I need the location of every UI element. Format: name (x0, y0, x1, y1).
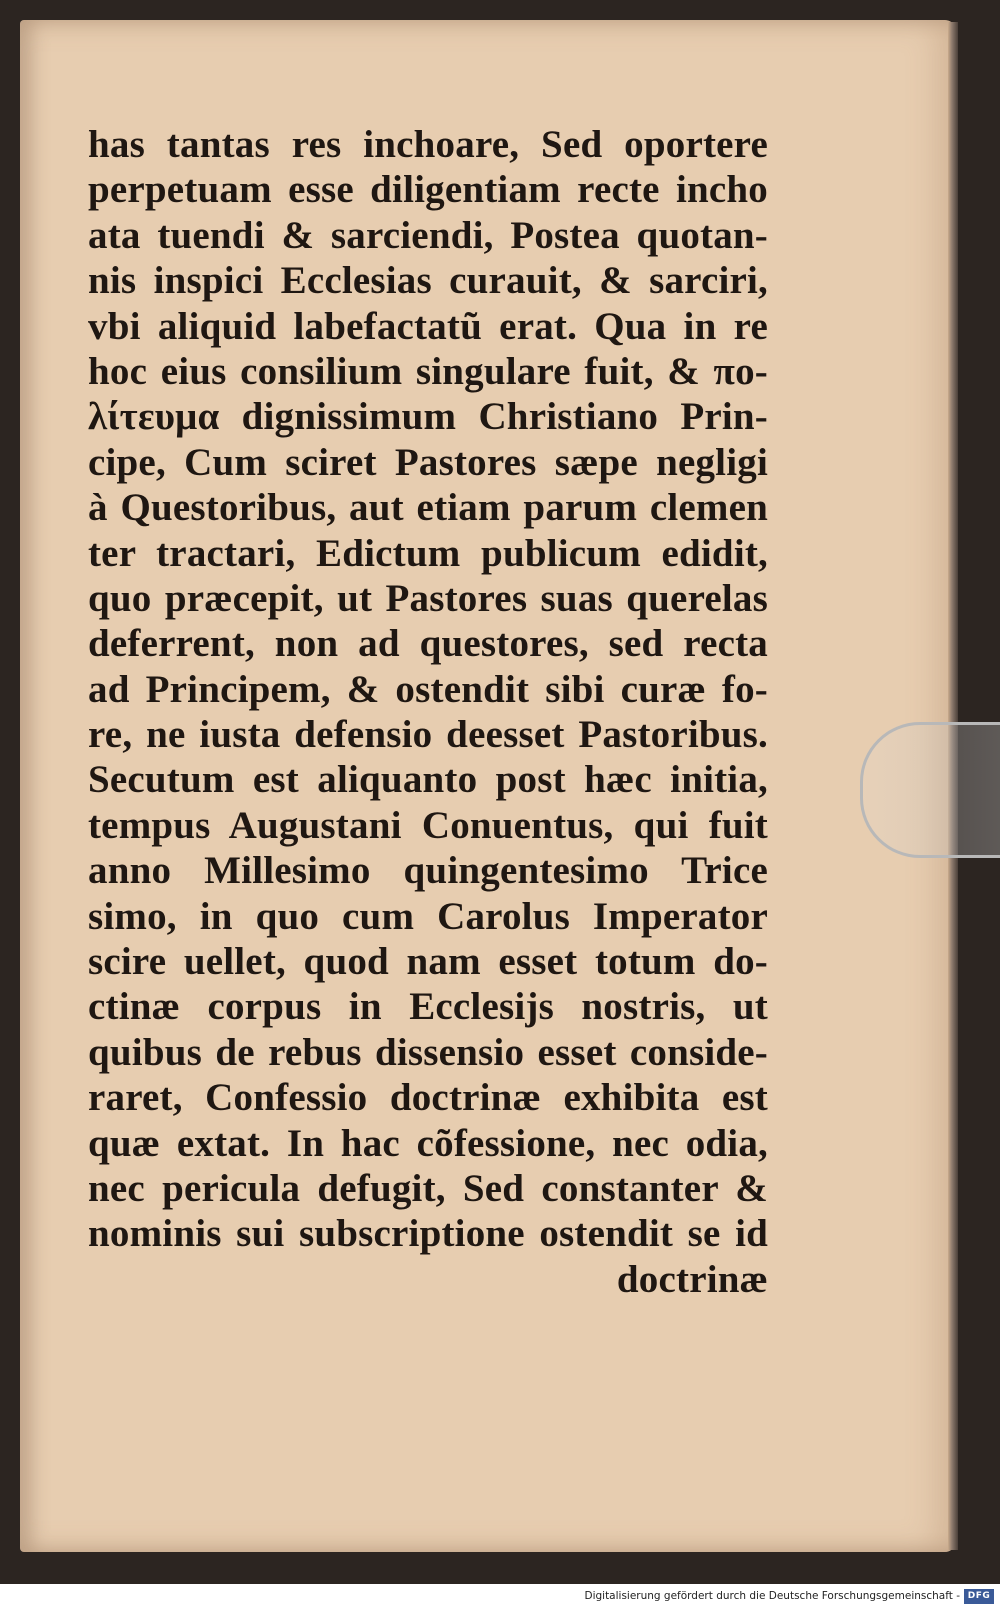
text-line: perpetuam esse diligentiam recte incho (88, 168, 768, 212)
text-line: vbi aliquid labefactatũ erat. Qua in re (88, 304, 768, 348)
text-line: hoc eius consilium singulare fuit, & πο- (88, 349, 768, 393)
dfg-logo-icon: DFG (964, 1589, 994, 1604)
text-line: λίτευμα dignissimum Christiano Prin- (88, 395, 768, 439)
text-line: cipe, Cum sciret Pastores sæpe negligi (88, 440, 768, 484)
text-line: has tantas res inchoare, Sed oportere (88, 123, 768, 166)
text-line: à Questoribus, aut etiam parum clemen (88, 486, 768, 530)
text-line: re, ne iusta defensio deesset Pastoribus. (88, 713, 768, 757)
text-line: ter tractari, Edictum publicum edidit, (88, 531, 768, 575)
text-line: nominis sui subscriptione ostendit se id (88, 1212, 768, 1256)
text-line: scire uellet, quod nam esset totum do- (88, 940, 768, 984)
text-line: anno Millesimo quingentesimo Trice (88, 849, 768, 893)
text-line: ata tuendi & sarciendi, Postea quotan- (88, 213, 768, 257)
text-line: raret, Confessio doctrinæ exhibita est (88, 1076, 768, 1120)
page-clip (860, 722, 1000, 858)
text-line: quibus de rebus dissensio esset conside- (88, 1030, 768, 1074)
text-line: quo præcepit, ut Pastores suas querelas (88, 576, 768, 620)
text-line: tempus Augustani Conuentus, qui fuit (88, 803, 768, 847)
text-line: ad Principem, & ostendit sibi curæ fo- (88, 667, 768, 711)
catchword: doctrinæ (616, 1257, 768, 1301)
text-line: nis inspici Ecclesias curauit, & sarciri, (88, 259, 768, 303)
footer-bar (0, 1584, 1000, 1610)
text-line: nec pericula defugit, Sed constanter & (88, 1166, 768, 1210)
text-line: Secutum est aliquanto post hæc initia, (88, 758, 768, 802)
text-line: simo, in quo cum Carolus Imperator (88, 894, 768, 938)
text-line: deferrent, non ad questores, sed recta (88, 622, 768, 666)
text-line: ctinæ corpus in Ecclesijs nostris, ut (88, 985, 768, 1029)
text-line: quæ extat. In hac cõfessione, nec odia, (88, 1121, 768, 1165)
funding-credit: Digitalisierung gefördert durch die Deutsche Forschungsgemeinschaft - (584, 1590, 960, 1602)
page-text (88, 122, 768, 1302)
